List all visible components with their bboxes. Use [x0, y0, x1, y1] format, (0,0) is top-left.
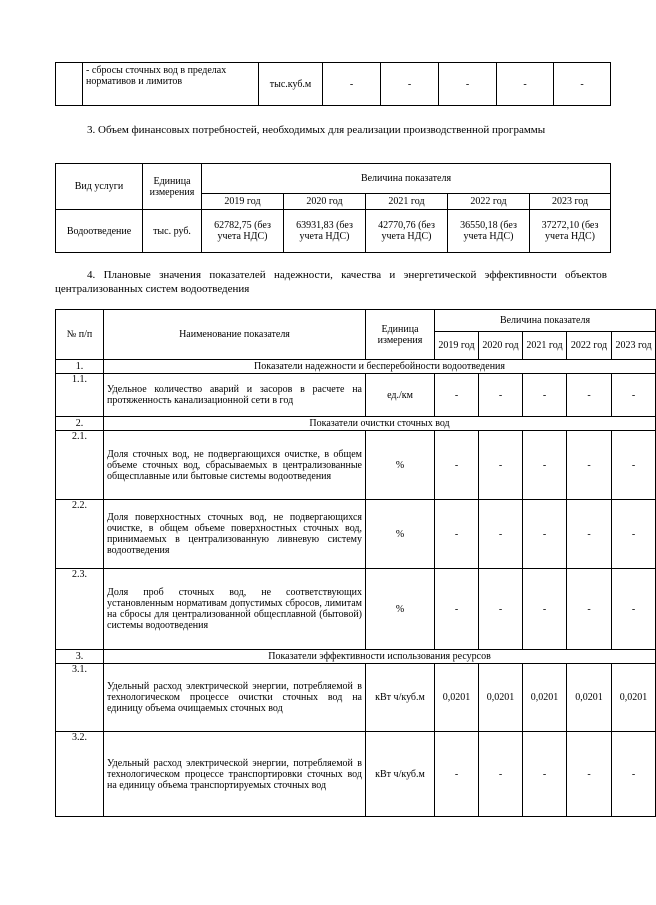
- year-header: 2021 год: [366, 194, 448, 210]
- continuation-table: [55, 62, 611, 106]
- col-num-header: № п/п: [56, 310, 104, 360]
- row-num: 3.2.: [56, 732, 104, 817]
- col-value-header: Величина показателя: [435, 310, 656, 332]
- indicator-name: Удельный расход электрической энергии, потребляемой в технологическом процессе очистки сточных вод на единицу объема очищаемых сточных вод: [104, 664, 366, 732]
- value-cell: -: [612, 374, 656, 417]
- section-4-heading: [55, 268, 607, 296]
- group-row: [56, 360, 656, 374]
- unit-cell: %: [366, 431, 435, 500]
- table-row: [56, 500, 656, 569]
- unit-cell: кВт ч/куб.м: [366, 664, 435, 732]
- table-header-row: [56, 164, 611, 194]
- row-num: 2.1.: [56, 431, 104, 500]
- value-cell: -: [479, 732, 523, 817]
- value-cell: -: [479, 500, 523, 569]
- section-3-heading: [55, 123, 607, 137]
- col-unit-header: Единица измерения: [366, 310, 435, 360]
- service-cell: Водоотведение: [56, 210, 143, 253]
- unit-cell: %: [366, 500, 435, 569]
- row-num: 3.1.: [56, 664, 104, 732]
- year-header: 2023 год: [612, 332, 656, 360]
- indicator-name: Доля сточных вод, не подвергающихся очистке, в общем объеме сточных вод, сбрасываемых в централизованные общесплавные или бытовые системы водоотведения: [104, 431, 366, 500]
- value-cell: 63931,83 (без учета НДС): [284, 210, 366, 253]
- indicator-name: Доля поверхностных сточных вод, не подвергающихся очистке, в общем объеме поверхностных сточных вод, принимаемых в централизованную ливневую систему водоотведения: [104, 500, 366, 569]
- value-cell: -: [554, 63, 611, 106]
- value-cell: 0,0201: [612, 664, 656, 732]
- value-cell: -: [479, 569, 523, 650]
- section-4-heading-text: 4. Плановые значения показателей надежности, качества и энергетической эффективности объектов централизованных систем водоотведения: [55, 269, 607, 295]
- value-cell: -: [567, 569, 612, 650]
- table-row: [56, 210, 611, 253]
- year-header: 2022 год: [448, 194, 530, 210]
- unit-cell: кВт ч/куб.м: [366, 732, 435, 817]
- unit-cell: ед./км: [366, 374, 435, 417]
- table-row: [56, 63, 611, 106]
- value-cell: -: [523, 569, 567, 650]
- value-cell: -: [435, 431, 479, 500]
- value-cell: -: [523, 431, 567, 500]
- table-row: [56, 569, 656, 650]
- group-num: 1.: [56, 360, 104, 374]
- col-name-header: Наименование показателя: [104, 310, 366, 360]
- table-row: [56, 431, 656, 500]
- group-title: Показатели эффективности использования ресурсов: [104, 650, 656, 664]
- indicator-name: Удельное количество аварий и засоров в расчете на протяженность канализационной сети в год: [104, 374, 366, 417]
- value-cell: -: [612, 732, 656, 817]
- value-cell: 36550,18 (без учета НДС): [448, 210, 530, 253]
- group-title: Показатели надежности и бесперебойности водоотведения: [104, 360, 656, 374]
- col-unit-header: Единица измерения: [143, 164, 202, 210]
- section-3-heading-text: 3. Объем финансовых потребностей, необходимых для реализации производственной программы: [87, 124, 546, 136]
- row-num: 1.1.: [56, 374, 104, 417]
- indicator-name: Удельный расход электрической энергии, потребляемой в технологическом процессе транспортировки сточных вод на единицу объема транспортируемых сточных вод: [104, 732, 366, 817]
- value-cell: -: [479, 431, 523, 500]
- group-title: Показатели очистки сточных вод: [104, 417, 656, 431]
- value-cell: -: [567, 431, 612, 500]
- value-cell: 0,0201: [567, 664, 612, 732]
- value-cell: -: [523, 732, 567, 817]
- value-cell: -: [435, 500, 479, 569]
- value-cell: -: [323, 63, 381, 106]
- table-row: [56, 732, 656, 817]
- unit-cell: тыс. руб.: [143, 210, 202, 253]
- value-cell: -: [612, 569, 656, 650]
- value-cell: 62782,75 (без учета НДС): [202, 210, 284, 253]
- row-num: 2.2.: [56, 500, 104, 569]
- empty-cell: [56, 63, 83, 106]
- value-cell: -: [567, 500, 612, 569]
- value-cell: 0,0201: [523, 664, 567, 732]
- value-cell: -: [612, 431, 656, 500]
- group-row: [56, 417, 656, 431]
- group-row: [56, 650, 656, 664]
- table-header-row: [56, 310, 656, 332]
- year-header: 2020 год: [284, 194, 366, 210]
- col-service-header: Вид услуги: [56, 164, 143, 210]
- value-cell: -: [479, 374, 523, 417]
- indicator-name: - сбросы сточных вод в пределах нормативов и лимитов: [83, 63, 259, 106]
- year-header: 2019 год: [202, 194, 284, 210]
- value-cell: -: [497, 63, 554, 106]
- group-num: 2.: [56, 417, 104, 431]
- value-cell: 0,0201: [479, 664, 523, 732]
- value-cell: -: [381, 63, 439, 106]
- indicators-table: [55, 309, 656, 817]
- unit-cell: %: [366, 569, 435, 650]
- year-header: 2019 год: [435, 332, 479, 360]
- table-row: [56, 374, 656, 417]
- year-header: 2021 год: [523, 332, 567, 360]
- value-cell: -: [435, 732, 479, 817]
- financial-needs-table: [55, 163, 611, 253]
- group-num: 3.: [56, 650, 104, 664]
- col-value-header: Величина показателя: [202, 164, 611, 194]
- indicator-name: Доля проб сточных вод, не соответствующих установленным нормативам допустимых сбросов, лимитам на сбросы для централизованной общесплавной (бытовой) системы водоотведения: [104, 569, 366, 650]
- value-cell: -: [435, 569, 479, 650]
- value-cell: 0,0201: [435, 664, 479, 732]
- value-cell: 37272,10 (без учета НДС): [530, 210, 611, 253]
- row-num: 2.3.: [56, 569, 104, 650]
- value-cell: 42770,76 (без учета НДС): [366, 210, 448, 253]
- value-cell: -: [567, 732, 612, 817]
- value-cell: -: [523, 500, 567, 569]
- value-cell: -: [439, 63, 497, 106]
- unit-cell: тыс.куб.м: [259, 63, 323, 106]
- table-row: [56, 664, 656, 732]
- year-header: 2020 год: [479, 332, 523, 360]
- value-cell: -: [523, 374, 567, 417]
- value-cell: -: [435, 374, 479, 417]
- year-header: 2022 год: [567, 332, 612, 360]
- value-cell: -: [567, 374, 612, 417]
- value-cell: -: [612, 500, 656, 569]
- year-header: 2023 год: [530, 194, 611, 210]
